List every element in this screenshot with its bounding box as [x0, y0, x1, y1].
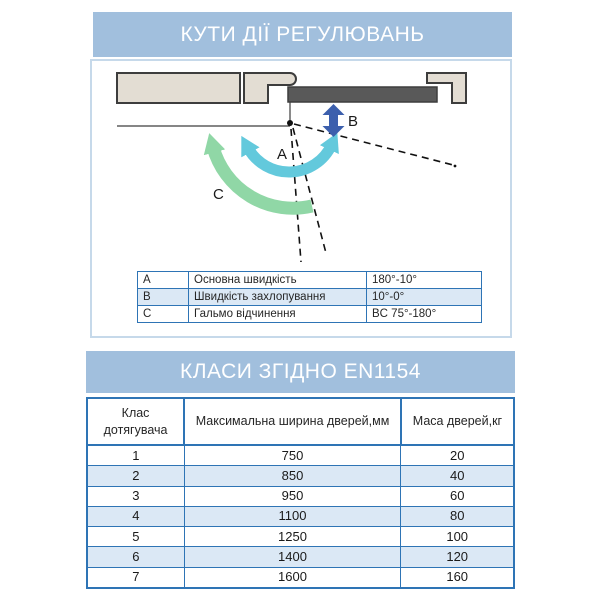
cell-width: 1100	[184, 506, 401, 526]
legend-key: B	[138, 289, 189, 306]
cell-width: 1250	[184, 527, 401, 547]
label-b: B	[348, 113, 359, 130]
cell-class: 6	[87, 547, 184, 567]
label-c: C	[213, 186, 224, 203]
legend-name: Гальмо відчинення	[189, 306, 367, 323]
cell-mass: 120	[401, 547, 514, 567]
arrow-b-latching-speed	[323, 104, 345, 137]
legend-name: Основна швидкість	[189, 272, 367, 289]
cell-mass: 20	[401, 445, 514, 466]
cell-class: 3	[87, 486, 184, 506]
cell-class: 1	[87, 445, 184, 466]
angle-dashed-line-down-2	[293, 128, 326, 253]
table-row	[87, 506, 514, 526]
table-row	[87, 567, 514, 588]
arrow-c-opening-brake	[213, 147, 312, 208]
cell-class: 4	[87, 506, 184, 526]
table-row	[138, 272, 482, 289]
table-header-row	[87, 398, 514, 445]
cell-width: 750	[184, 445, 401, 466]
cell-mass: 40	[401, 466, 514, 486]
col-header-max-width: Максимальна ширина дверей,мм	[184, 398, 401, 445]
section1-title: КУТИ ДІЇ РЕГУЛЮВАНЬ	[93, 12, 512, 57]
legend-key: C	[138, 306, 189, 323]
legend-range: BC 75°-180°	[367, 306, 482, 323]
cell-width: 950	[184, 486, 401, 506]
cell-class: 5	[87, 527, 184, 547]
legend-range: 10°-0°	[367, 289, 482, 306]
hinge-pivot-dot	[287, 120, 293, 126]
legend-range: 180°-10°	[367, 272, 482, 289]
wall-left	[117, 73, 240, 103]
table-row	[87, 486, 514, 506]
cell-mass: 100	[401, 527, 514, 547]
legend-key: A	[138, 272, 189, 289]
cell-width: 850	[184, 466, 401, 486]
label-a: A	[277, 146, 288, 163]
en1154-classes-table	[86, 397, 515, 589]
cell-mass: 160	[401, 567, 514, 588]
adjustment-angles-diagram	[90, 59, 512, 338]
table-row	[87, 466, 514, 486]
cell-mass: 80	[401, 506, 514, 526]
table-row	[87, 527, 514, 547]
cell-width: 1400	[184, 547, 401, 567]
legend-name: Швидкість захлопування	[189, 289, 367, 306]
angle-legend-table	[137, 271, 482, 323]
arrow-a-main-speed	[248, 145, 332, 172]
dashed-line-end-dot	[454, 165, 457, 168]
section2-title: КЛАСИ ЗГІДНО EN1154	[86, 351, 515, 393]
table-row	[87, 445, 514, 466]
table-row	[87, 547, 514, 567]
table-row	[138, 289, 482, 306]
table-row	[138, 306, 482, 323]
cell-width: 1600	[184, 567, 401, 588]
cell-class: 2	[87, 466, 184, 486]
angle-dashed-line-down-1	[291, 129, 301, 262]
door-leaf	[288, 87, 437, 102]
cell-class: 7	[87, 567, 184, 588]
col-header-mass: Маса дверей,кг	[401, 398, 514, 445]
col-header-class: Клас дотягувача	[87, 398, 184, 445]
cell-mass: 60	[401, 486, 514, 506]
